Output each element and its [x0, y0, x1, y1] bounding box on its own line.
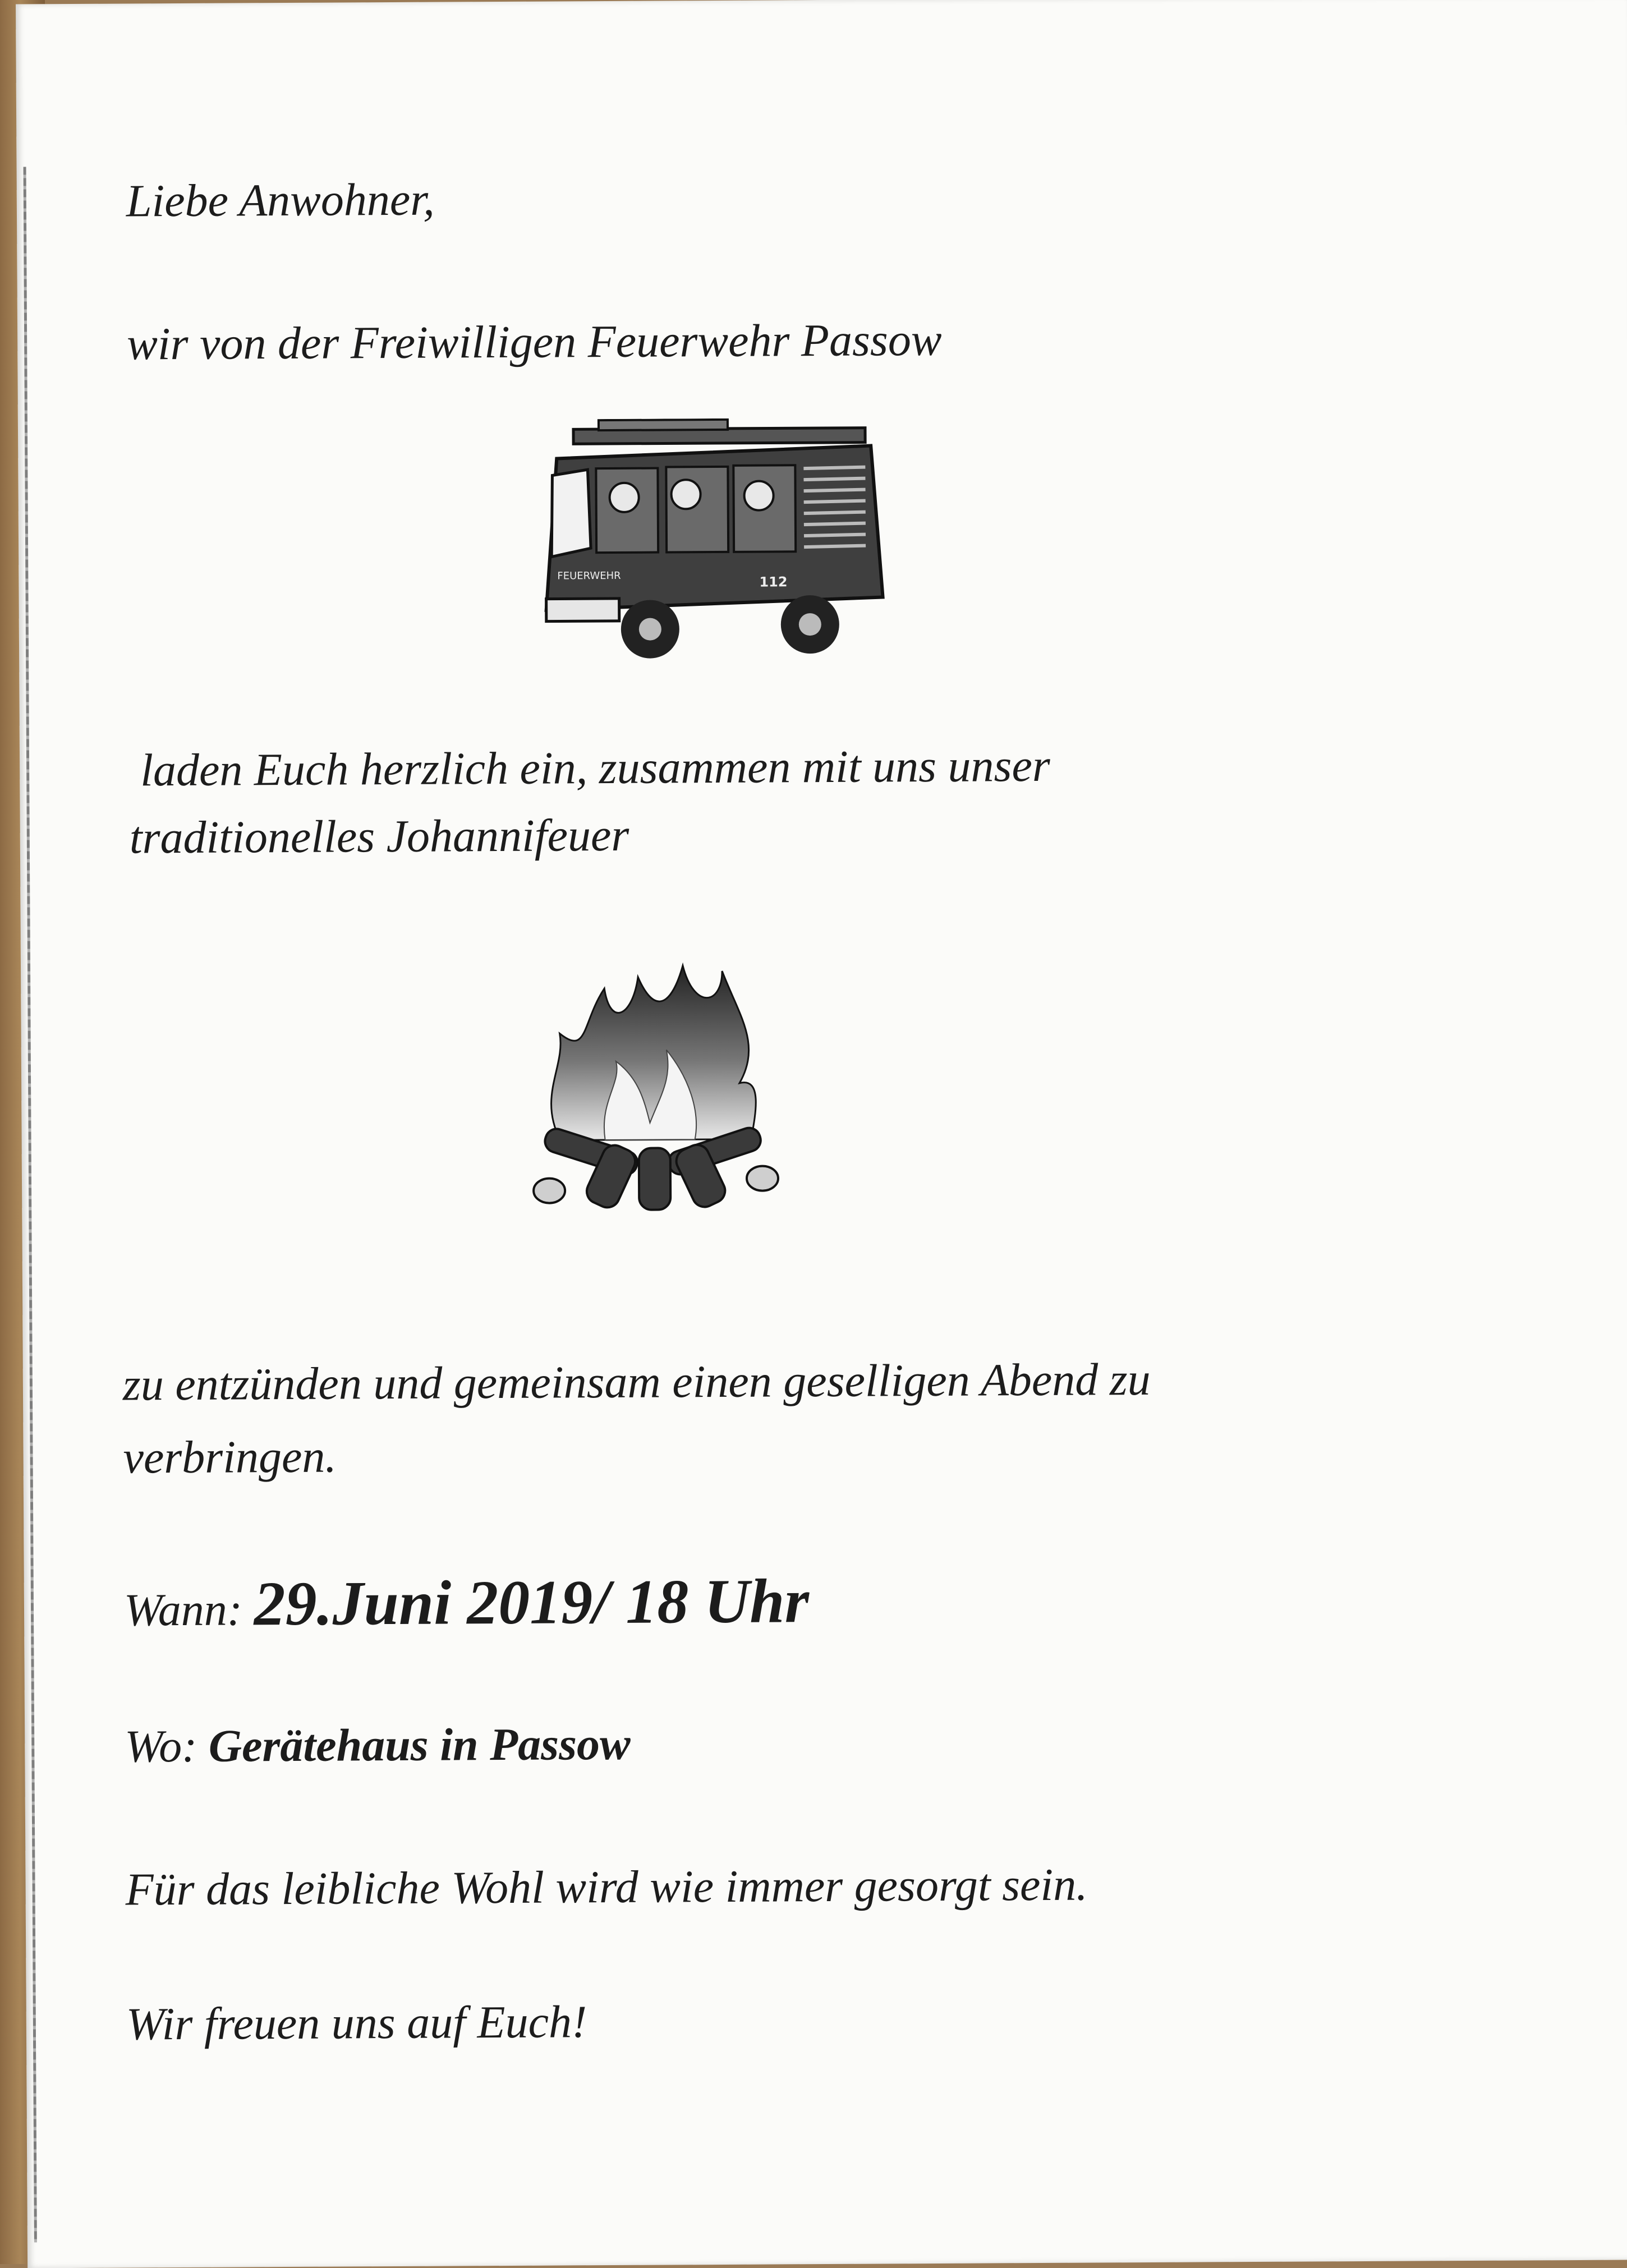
truck-number: 112 [759, 574, 788, 590]
where-row [125, 1718, 631, 1773]
closing-line: Wir freuen uns auf Euch! [126, 1996, 587, 2050]
greeting: Liebe Anwohner, [126, 173, 435, 227]
fire-truck-icon [534, 417, 895, 688]
paper-edge-shadow [24, 167, 37, 2242]
purpose-line-1: zu entzünden und gemeinsam einen geselligen Abend zu [122, 1353, 1151, 1410]
food-note: Für das leibliche Wohl wird wie immer gesorgt sein. [125, 1858, 1088, 1915]
truck-door-text: FEUERWEHR [557, 569, 621, 582]
when-row [124, 1565, 810, 1641]
invitation-sheet [16, 0, 1627, 2268]
where-label: Wo: [125, 1720, 197, 1772]
purpose-line-2: verbringen. [123, 1430, 337, 1483]
intro-line: wir von der Freiwilligen Feuerwehr Passow [126, 314, 942, 370]
when-label: Wann: [123, 1584, 243, 1636]
invite-line-2: traditionelles Johannifeuer [129, 809, 629, 863]
invite-line-1: laden Euch herzlich ein, zusammen mit uns unser [140, 739, 1050, 796]
when-value: 29.Juni 2019/ 18 Uhr [254, 1566, 810, 1639]
campfire-icon [526, 954, 785, 1213]
where-value: Gerätehaus in Passow [208, 1718, 631, 1772]
